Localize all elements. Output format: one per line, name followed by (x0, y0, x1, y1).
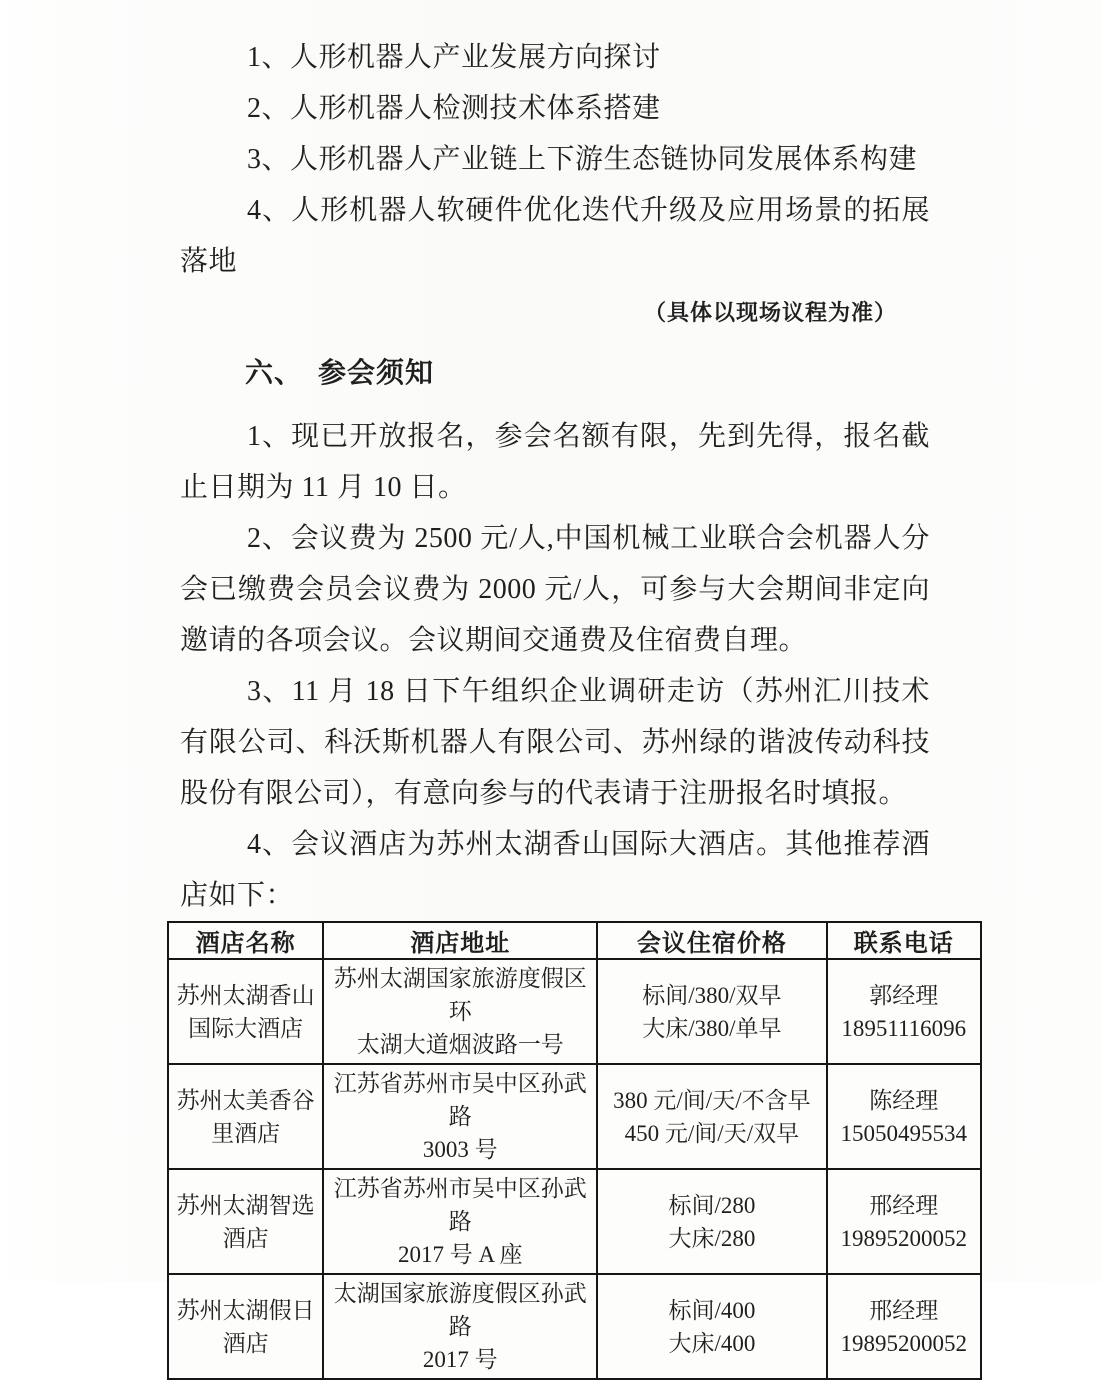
agenda-item-1: 1、人形机器人产业发展方向探讨 (247, 42, 661, 73)
agenda-item-2: 2、人形机器人检测技术体系搭建 (247, 93, 661, 124)
hotel-name-line: 酒店 (222, 1330, 269, 1356)
contact-person-line: 邢经理 (869, 1192, 939, 1218)
hotel-address-cell (323, 1169, 597, 1274)
hotel-address-line: 苏州太湖国家旅游度假区环 (333, 966, 587, 1024)
room-price-cell (597, 1064, 826, 1169)
hotel-address-line: 2017 号 A 座 (397, 1242, 523, 1267)
notice-paragraph-4: 4、会议酒店为苏州太湖香山国际大酒店。其他推荐酒店如下： (180, 829, 930, 911)
agenda-note: （具体以现场议程为准） (643, 300, 897, 325)
notice-paragraph-1: 1、现已开放报名，参会名额有限，先到先得，报名截止日期为 11 月 10 日。 (180, 421, 930, 503)
contact-phone-cell (827, 1064, 981, 1169)
contact-phone-line: 19895200052 (840, 1330, 967, 1356)
hotel-table-row-1 (168, 959, 981, 1064)
contact-phone-line: 15050495534 (840, 1120, 967, 1146)
col-header-contact-phone: 联系电话 (827, 922, 981, 959)
contact-phone-cell (827, 1169, 981, 1274)
hotel-table-row-4 (168, 1274, 981, 1379)
hotel-name-cell (168, 1274, 323, 1379)
hotel-address-cell (323, 1274, 597, 1379)
room-price-line: 标间/380/双早 (642, 982, 782, 1008)
room-price-line: 大床/380/单早 (642, 1015, 782, 1041)
hotel-address-line: 太湖国家旅游度假区孙武路 (333, 1281, 587, 1339)
hotel-name-line: 酒店 (222, 1225, 269, 1251)
contact-phone-line: 18951116096 (841, 1015, 967, 1041)
agenda-item-4: 4、人形机器人软硬件优化迭代升级及应用场景的拓展落地 (180, 195, 930, 277)
col-header-room-price: 会议住宿价格 (597, 922, 826, 959)
contact-person-line: 陈经理 (869, 1087, 939, 1113)
contact-phone-cell (827, 1274, 981, 1379)
room-price-line: 大床/400 (668, 1330, 756, 1356)
room-price-line: 大床/280 (668, 1225, 756, 1251)
hotel-name-cell (168, 1169, 323, 1274)
hotel-name-cell (168, 959, 323, 1064)
col-header-hotel-address: 酒店地址 (323, 922, 597, 959)
notice-paragraph-3: 3、11 月 18 日下午组织企业调研走访（苏州汇川技术有限公司、科沃斯机器人有限公司、苏州绿的谐波传动科技股份有限公司），有意向参与的代表请于注册报名时填报。 (180, 676, 930, 809)
contact-person-line: 邢经理 (869, 1297, 939, 1323)
notice-paragraph-2: 2、会议费为 2500 元/人,中国机械工业联合会机器人分会已缴费会员会议费为 2000 元/人，可参与大会期间非定向邀请的各项会议。会议期间交通费及住宿费自理。 (180, 523, 930, 656)
hotel-table-row-2 (168, 1064, 981, 1169)
room-price-cell (597, 1169, 826, 1274)
hotel-name-line: 苏州太湖智选 (176, 1192, 315, 1218)
room-price-line: 450 元/间/天/双早 (624, 1120, 800, 1146)
notice-text-block (180, 0, 930, 921)
room-price-cell (597, 959, 826, 1064)
hotel-address-line: 江苏省苏州市吴中区孙武路 (333, 1176, 587, 1234)
contact-person-line: 郭经理 (869, 982, 939, 1008)
hotel-address-line: 太湖大道烟波路一号 (356, 1032, 564, 1057)
hotel-name-line: 苏州太湖假日 (176, 1297, 315, 1323)
section-heading: 六、 参会须知 (245, 358, 435, 389)
room-price-line: 380 元/间/天/不含早 (613, 1087, 811, 1113)
room-price-line: 标间/400 (668, 1297, 756, 1323)
hotel-name-line: 国际大酒店 (188, 1015, 304, 1041)
hotel-address-cell (323, 1064, 597, 1169)
hotel-name-line: 苏州太美香谷 (176, 1087, 315, 1113)
hotel-address-line: 2017 号 (422, 1347, 498, 1372)
room-price-line: 标间/280 (668, 1192, 756, 1218)
contact-phone-line: 19895200052 (840, 1225, 967, 1251)
col-header-hotel-name: 酒店名称 (168, 922, 323, 959)
room-price-cell (597, 1274, 826, 1379)
hotel-name-line: 里酒店 (211, 1120, 281, 1146)
hotel-table-row-3 (168, 1169, 981, 1274)
agenda-item-3: 3、人形机器人产业链上下游生态链协同发展体系构建 (247, 144, 918, 175)
hotel-address-line: 3003 号 (422, 1137, 498, 1162)
hotel-address-line: 江苏省苏州市吴中区孙武路 (333, 1071, 587, 1129)
contact-phone-cell (827, 959, 981, 1064)
hotel-name-cell (168, 1064, 323, 1169)
hotel-name-line: 苏州太湖香山 (176, 982, 315, 1008)
hotel-table (167, 921, 982, 1380)
hotel-address-cell (323, 959, 597, 1064)
hotel-table-header-row (168, 922, 981, 959)
